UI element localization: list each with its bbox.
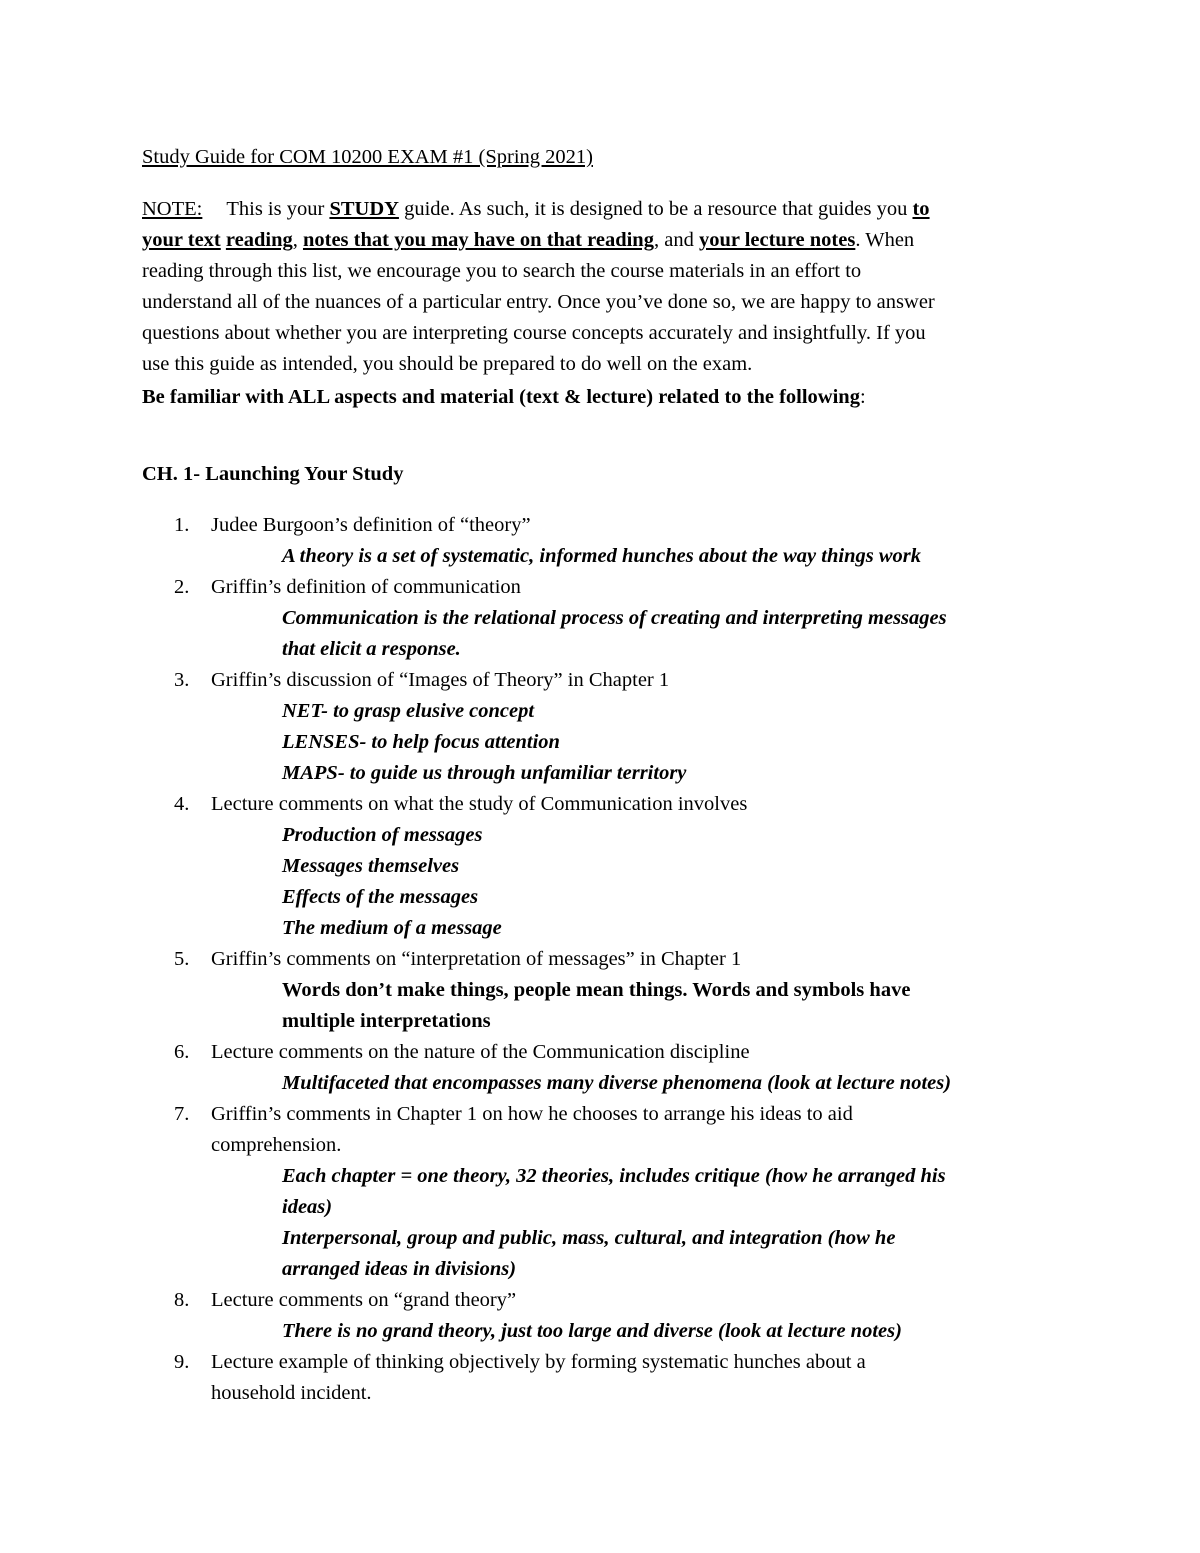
item-answer: Production of messages	[282, 824, 483, 846]
item-answer: Each chapter = one theory, 32 theories, includes critique (how he arranged his	[282, 1165, 946, 1187]
note-line-5: questions about whether you are interpreting course concepts accurately and insightfully. If you	[142, 322, 926, 344]
document-title: Study Guide for COM 10200 EXAM #1 (Spring 2021)	[142, 146, 593, 168]
note-line-6: use this guide as intended, you should be prepared to do well on the exam.	[142, 353, 753, 375]
item-answer: Messages themselves	[282, 855, 460, 877]
list-item	[142, 1099, 1072, 1285]
item-number: 8.	[174, 1289, 190, 1311]
notes-emphasis: notes that you may have on that reading	[302, 229, 654, 251]
item-question-continued: comprehension.	[211, 1134, 342, 1156]
item-answer: ideas)	[282, 1196, 333, 1218]
familiar-statement	[142, 382, 866, 413]
item-number: 2.	[174, 576, 190, 598]
list-item	[142, 1037, 1072, 1099]
item-answer: Interpersonal, group and public, mass, cultural, and integration (how he	[282, 1227, 896, 1249]
note-line-3: reading through this list, we encourage you to search the course materials in an effort to	[142, 260, 862, 282]
familiar-colon: :	[859, 386, 866, 408]
note-text: This is your	[226, 198, 330, 220]
your-text-emphasis: your text	[142, 229, 221, 251]
item-answer: NET- to grasp elusive concept	[282, 700, 535, 722]
note-text: , and	[653, 229, 699, 251]
study-emphasis: STUDY	[329, 198, 399, 220]
item-answer: Effects of the messages	[282, 886, 479, 908]
note-line-4: understand all of the nuances of a particular entry. Once you’ve done so, we are happy to answer	[142, 291, 935, 313]
item-question: Griffin’s comments on “interpretation of messages” in Chapter 1	[211, 948, 742, 970]
note-line-2	[142, 225, 1072, 256]
note-label: NOTE:	[142, 198, 203, 220]
note-text: . When	[855, 229, 915, 251]
list-item	[142, 1347, 1072, 1409]
item-answer: Communication is the relational process of creating and interpreting messages	[282, 607, 947, 629]
lecture-notes-emphasis: your lecture notes	[698, 229, 856, 251]
familiar-bold: Be familiar with ALL aspects and material (text & lecture) related to the following	[142, 386, 860, 408]
item-number: 9.	[174, 1351, 190, 1373]
note-text: guide. As such, it is designed to be a resource that guides you	[398, 198, 913, 220]
note-paragraph	[142, 194, 1072, 380]
item-number: 7.	[174, 1103, 190, 1125]
item-question: Lecture example of thinking objectively by forming systematic hunches about a	[211, 1351, 866, 1373]
item-number: 6.	[174, 1041, 190, 1063]
item-answer: Words don’t make things, people mean things. Words and symbols have	[282, 979, 911, 1001]
chapter-heading: CH. 1- Launching Your Study	[142, 463, 404, 485]
item-question-continued: household incident.	[211, 1382, 372, 1404]
item-question: Lecture comments on the nature of the Communication discipline	[211, 1041, 750, 1063]
list-item	[142, 572, 1072, 665]
reading-emphasis: reading	[225, 229, 293, 251]
list-item	[142, 665, 1072, 789]
item-question: Griffin’s definition of communication	[211, 576, 521, 598]
item-question: Lecture comments on what the study of Communication involves	[211, 793, 748, 815]
item-number: 4.	[174, 793, 190, 815]
note-line-1	[142, 194, 1072, 225]
item-number: 3.	[174, 669, 190, 691]
item-question: Lecture comments on “grand theory”	[211, 1289, 517, 1311]
item-answer: The medium of a message	[282, 917, 502, 939]
item-answer: arranged ideas in divisions)	[282, 1258, 517, 1280]
item-number: 1.	[174, 514, 190, 536]
list-item	[142, 944, 1072, 1037]
list-item	[142, 510, 1072, 572]
item-answer: There is no grand theory, just too large and diverse (look at lecture notes)	[282, 1320, 902, 1342]
item-answer: Multifaceted that encompasses many diverse phenomena (look at lecture notes)	[282, 1072, 952, 1094]
study-items-list	[142, 510, 1072, 1409]
item-number: 5.	[174, 948, 190, 970]
note-text: ,	[292, 229, 303, 251]
item-question: Judee Burgoon’s definition of “theory”	[211, 514, 531, 536]
item-answer: multiple interpretations	[282, 1010, 491, 1032]
list-item	[142, 1285, 1072, 1347]
item-answer: A theory is a set of systematic, informed hunches about the way things work	[282, 545, 921, 567]
item-answer: LENSES- to help focus attention	[282, 731, 560, 753]
item-answer: MAPS- to guide us through unfamiliar territory	[282, 762, 687, 784]
to-emphasis: to	[912, 198, 930, 220]
list-item	[142, 789, 1072, 944]
item-question: Griffin’s comments in Chapter 1 on how he chooses to arrange his ideas to aid	[211, 1103, 853, 1125]
item-answer: that elicit a response.	[282, 638, 461, 660]
item-question: Griffin’s discussion of “Images of Theory” in Chapter 1	[211, 669, 670, 691]
